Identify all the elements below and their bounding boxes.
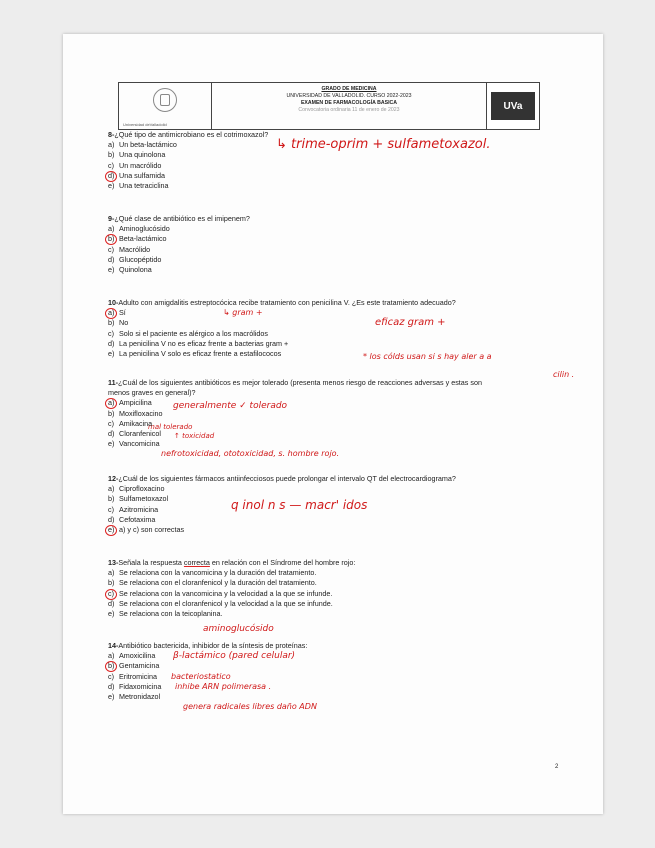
note-q10-cilin: cilin . xyxy=(553,370,575,379)
note-q11-vancomicina: nefrotoxicidad, ototoxicidad, s. hombre rojo. xyxy=(161,449,340,458)
option-d[interactable]: d) Cefotaxima xyxy=(108,514,156,524)
note-q8: ↳ trime-oprim + sulfametoxazol. xyxy=(276,137,491,152)
note-q14-metronidazol: genera radicales libres daño ADN xyxy=(183,702,317,711)
exam-header xyxy=(118,82,540,130)
question-10 xyxy=(108,298,456,359)
option-e[interactable]: e) Quinolona xyxy=(108,265,152,275)
question-12 xyxy=(108,474,456,535)
option-c[interactable]: c) Eritromicina xyxy=(108,671,157,681)
question-stem: 9-¿Qué clase de antibiótico es el imipenem? xyxy=(108,214,250,223)
university-name-small: Universidad deValladolid xyxy=(123,122,167,127)
option-d[interactable]: d) Fidaxomicina xyxy=(108,681,162,691)
option-d[interactable]: d) Cloranfenicol xyxy=(108,429,161,439)
option-d[interactable]: d) Se relaciona con el cloranfenicol y la velocidad a la que se infunde. xyxy=(108,598,333,608)
uva-logo-cell xyxy=(487,83,539,129)
option-e[interactable]: e) La penicilina V solo es eficaz frente a estafilococos xyxy=(108,349,282,359)
exam-title: EXAMEN DE FARMACOLOGÍA BASICA xyxy=(300,100,398,106)
option-e[interactable]: e) Se relaciona con la teicoplanina. xyxy=(108,609,223,619)
question-stem: 8-¿Qué tipo de antimicrobiano es el cotrimoxazol? xyxy=(108,130,269,139)
option-a[interactable]: a) Se relaciona con la vancomicina y la duración del tratamiento. xyxy=(108,568,317,578)
option-b[interactable]: b) Beta-lactámico xyxy=(108,234,250,244)
page-number: 2 xyxy=(555,764,559,770)
question-stem: 14-Antibiótico bactericida, inhibidor de la síntesis de proteínas: xyxy=(108,641,308,650)
option-a[interactable]: a) Ampicilina xyxy=(108,398,482,408)
note-q11-cloranfenicol: ↑ toxicidad xyxy=(174,432,215,440)
option-a[interactable]: a) Aminoglucósido xyxy=(108,224,170,234)
option-a[interactable]: a) Un beta-lactámico xyxy=(108,140,177,150)
option-a[interactable]: a) Sí xyxy=(108,308,456,318)
uva-logo: UVa xyxy=(491,92,535,120)
option-d[interactable]: d) Una sulfamida xyxy=(108,171,268,181)
question-stem: 13-Señala la respuesta correcta en relación con el Síndrome del hombre rojo: xyxy=(108,558,356,567)
option-e[interactable]: e) a) y c) son correctas xyxy=(108,525,456,535)
degree-title: GRADO DE MEDICINA xyxy=(321,86,377,92)
question-stem: 12-¿Cuál de los siguientes fármacos antiinfecciosos puede prolongar el intervalo QT del electrocardiograma? xyxy=(108,474,456,483)
note-q12: q inol n s — macr' idos xyxy=(231,498,368,512)
option-d[interactable]: d) Glucopéptido xyxy=(108,254,162,264)
question-11 xyxy=(108,378,482,449)
option-b[interactable]: b) Gentamicina xyxy=(108,661,307,671)
header-title-block xyxy=(212,83,487,129)
note-q11-ampicilina: generalmente ✓ tolerado xyxy=(173,401,288,411)
option-e[interactable]: e) Una tetraciclina xyxy=(108,181,169,191)
option-c[interactable]: c) Amikacina xyxy=(108,418,153,428)
question-8 xyxy=(108,130,268,191)
course-line: UNIVERSIDAD DE VALLADOLID. CURSO 2022-2023 xyxy=(286,93,412,99)
note-q10-alergia: * los cólds usan si s hay aler a a xyxy=(363,352,492,361)
option-b[interactable]: b) Una quinolona xyxy=(108,150,166,160)
university-logo-cell xyxy=(119,83,212,129)
note-q14-amoxicilina: β-lactámico (pared celular) xyxy=(173,651,296,661)
question-stem: 11-¿Cuál de los siguientes antibióticos es mejor tolerado (presenta menos riesgo de reacciones adversas y estas son xyxy=(108,378,482,387)
option-c[interactable]: c) Macrólido xyxy=(108,244,151,254)
option-b[interactable]: b) Sulfametoxazol xyxy=(108,494,169,504)
question-14 xyxy=(108,641,307,702)
option-c[interactable]: c) Se relaciona con la vancomicina y la velocidad a la que se infunde. xyxy=(108,589,355,599)
note-q10-gram: ↳ gram + xyxy=(223,308,263,317)
exam-page xyxy=(63,34,603,814)
option-c[interactable]: c) Un macrólido xyxy=(108,160,162,170)
answer-circle xyxy=(105,525,117,536)
university-seal-icon xyxy=(153,88,177,112)
option-b[interactable]: b) Moxifloxacino xyxy=(108,408,163,418)
option-c[interactable]: c) Solo si el paciente es alérgico a los macrólidos xyxy=(108,328,269,338)
option-e[interactable]: e) Vancomicina xyxy=(108,439,160,449)
option-b[interactable]: b) No xyxy=(108,318,129,328)
question-9 xyxy=(108,214,250,275)
question-stem-continued: menos graves en general)? xyxy=(108,388,196,398)
option-e[interactable]: e) Metronidazol xyxy=(108,692,161,702)
note-q14-fidaxomicina: inhibe ARN polimerasa . xyxy=(175,682,272,691)
option-b[interactable]: b) Se relaciona con el cloranfenicol y la duración del tratamiento. xyxy=(108,578,317,588)
call-date: Convocatoria ordinaria 11 de enero de 2023 xyxy=(298,107,400,113)
question-13 xyxy=(108,558,355,619)
option-c[interactable]: c) Azitromicina xyxy=(108,504,159,514)
note-q10-eficaz: eficaz gram + xyxy=(375,317,446,328)
option-d[interactable]: d) La penicilina V no es eficaz frente a bacterias gram + xyxy=(108,338,289,348)
option-a[interactable]: a) Ciprofloxacino xyxy=(108,484,165,494)
option-a[interactable]: a) Amoxicilina xyxy=(108,651,156,661)
note-q14-eritromicina: bacteriostatico xyxy=(171,672,231,681)
note-q14-aminoglucosido: aminoglucósido xyxy=(203,624,274,634)
note-q11-amikacina: mal tolerado xyxy=(148,423,193,431)
question-stem: 10-Adulto con amigdalitis estreptocócica recibe tratamiento con penicilina V. ¿Es este tratamiento adecuado? xyxy=(108,298,456,307)
